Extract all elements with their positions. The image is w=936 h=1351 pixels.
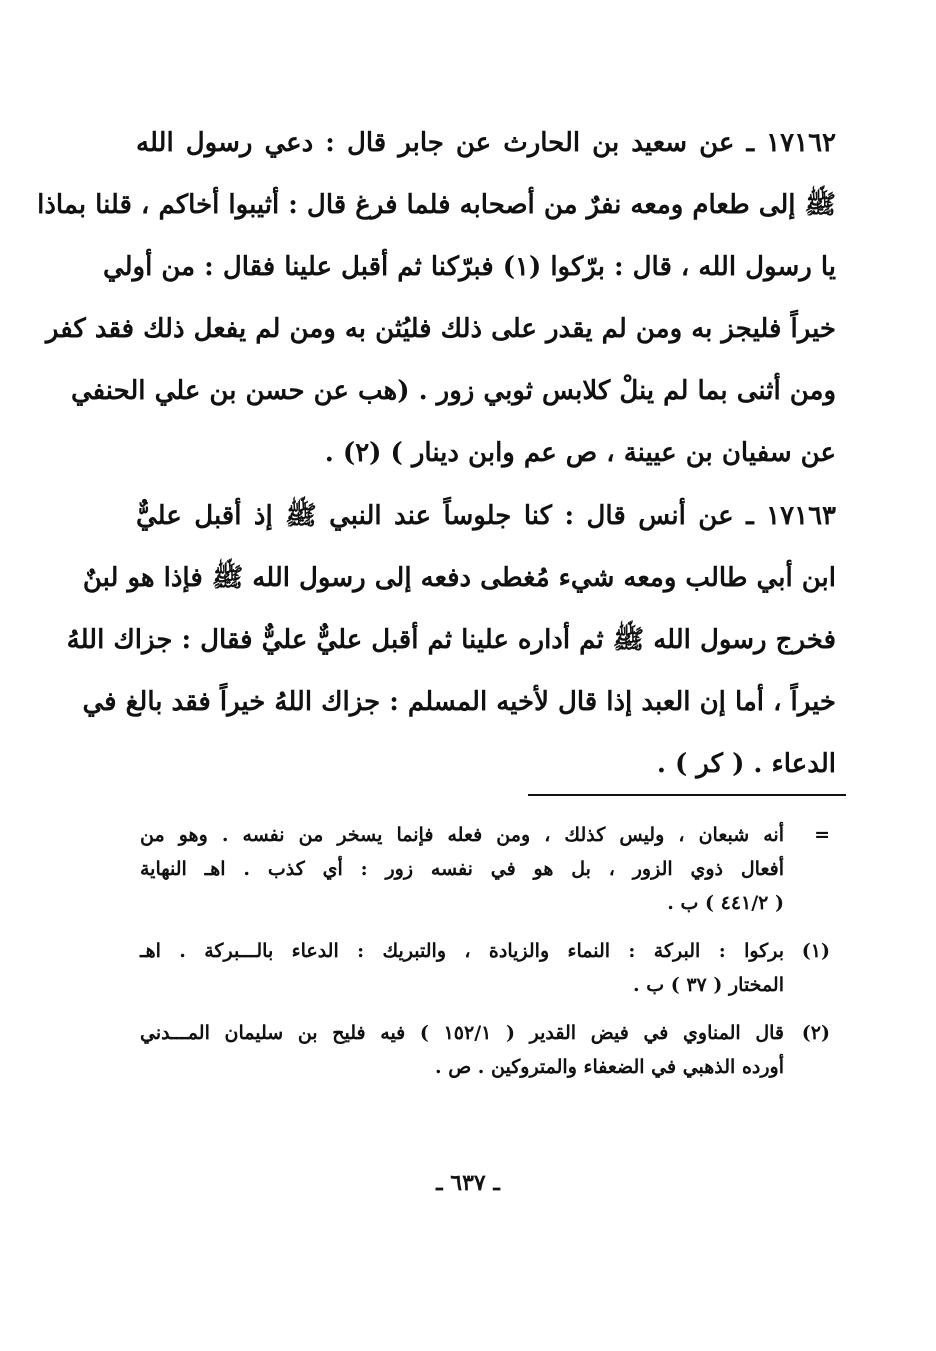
footnote-marker: (٢) (801, 1022, 830, 1044)
hadith-line: ﷺ إلى طعام ومعه نفرٌ من أصحابه فلما فرغ قال : أثيبوا أخاكم ، قلنا بماذا (37, 190, 836, 220)
footnote-1 (140, 934, 830, 1002)
footnote-line: بركوا : البركة : النماء والزيادة ، والتبريك : الدعاء بالـــبركة . اهـ (140, 940, 784, 962)
footnote-line: قال المناوي في فيض القدير ( ١٥٢/١ ) فيه فليح بن سليمان المـــدني (140, 1022, 784, 1044)
footnote-2 (140, 1016, 830, 1084)
hadith-line: خيراً ، أما إن العبد إذا قال لأخيه المسلم : جزاك اللهُ خيراً فقد بالغ في (82, 687, 836, 717)
footnote-line: المختار ( ٣٧ ) ب . (633, 974, 784, 996)
footnote-divider (528, 794, 846, 796)
hadith-line: يا رسول الله ، قال : برّكوا (١) فبرّكنا ثم أقبل علينا فقال : من أولي (102, 252, 836, 282)
hadith-line: ومن أثنى بما لم ينلْ كلابس ثوبي زور . (هب عن حسن بن علي الحنفي (70, 376, 836, 406)
footnote-line: أفعال ذوي الزور ، بل هو في نفسه زور : أي كذب . اهـ النهاية (140, 858, 784, 880)
footnote-marker: (١) (801, 940, 830, 962)
hadith-line: خيراً فليجز به ومن لم يقدر على ذلك فليُثن به ومن لم يفعل ذلك فقد كفر (45, 314, 836, 344)
hadith-line: فخرج رسول الله ﷺ ثم أداره علينا ثم أقبل عليٌّ عليٌّ فقال : جزاك اللهُ (66, 625, 836, 655)
page-number: ـ ٦٣٧ ـ (436, 1170, 500, 1196)
hadith-line: عن سفيان بن عيينة ، ص عم وابن دينار ) (٢) . (324, 438, 836, 468)
footnote-line: أنه شبعان ، وليس كذلك ، ومن فعله فإنما يسخر من نفسه . وهو من (140, 824, 784, 846)
footnote-continuation (140, 818, 830, 920)
hadith-line: ١٧١٦٣ ـ عن أنس قال : كنا جلوساً عند النبي ﷺ إذ أقبل عليٌّ (136, 501, 836, 531)
hadith-line: ابن أبي طالب ومعه شيء مُغطى دفعه إلى رسول الله ﷺ فإذا هو لبنٌ (82, 563, 836, 593)
hadith-17162 (37, 112, 836, 484)
footnote-line: أورده الذهبي في الضعفاء والمتروكين . ص . (434, 1056, 784, 1078)
footnote-line: ( ٤٤١/٢ ) ب . (667, 892, 784, 914)
hadith-line: ١٧١٦٢ ـ عن سعيد بن الحارث عن جابر قال : دعي رسول الله (136, 128, 836, 158)
footnotes (140, 818, 830, 1098)
hadith-17163 (66, 485, 836, 795)
footnote-marker: = (814, 824, 830, 846)
hadith-line: الدعاء . ( كر ) . (656, 749, 836, 779)
